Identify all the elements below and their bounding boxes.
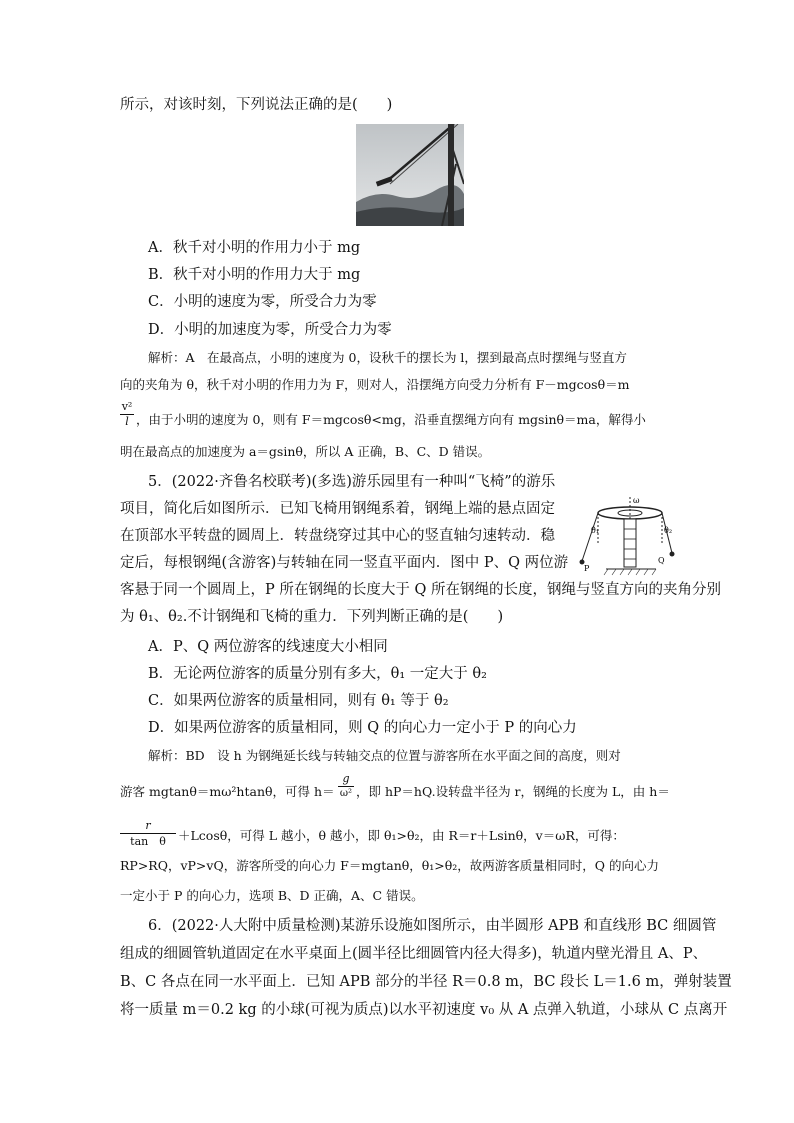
q5-stem-5: 客悬于同一个圆周上，P 所在钢绳的长度大于 Q 所在钢绳的长度，钢绳与竖直方向的夹角分别 (120, 582, 721, 598)
flying-chair-diagram (576, 495, 684, 577)
q4-option-c: C．小明的速度为零，所受合力为零 (148, 294, 377, 310)
q5-option-b: B．无论两位游客的质量分别有多大，θ₁ 一定大于 θ₂ (148, 666, 487, 682)
q4-analysis-4: 明在最高点的加速度为 a＝gsinθ，所以 A 正确，B、C、D 错误。 (120, 444, 491, 459)
q5-analysis-6: 一定小于 P 的向心力，选项 B、D 正确，A、C 错误。 (120, 888, 424, 903)
p-label: P (584, 564, 590, 573)
q6-stem-4: 将一质量 m＝0.2 kg 的小球(可视为质点)以水平初速度 v₀ 从 A 点弹入轨道，小球从 C 点离开 (120, 1002, 728, 1018)
q6-stem-1: 6．(2022·人大附中质量检测)某游乐设施如图所示，由半圆形 APB 和直线形 BC 细圆管 (148, 918, 717, 934)
q-label: Q (658, 556, 665, 565)
q5-stem-3: 在顶部水平转盘的圆周上．转盘绕穿过其中心的竖直轴匀速转动．稳 (120, 528, 555, 544)
q5-stem-6: 为 θ₁、θ₂.不计钢绳和飞椅的重力．下列判断正确的是( ) (120, 609, 504, 625)
q5-option-d: D．如果两位游客的质量相同，则 Q 的向心力一定小于 P 的向心力 (148, 720, 577, 736)
omega-label: ω (633, 496, 640, 505)
q5-fraction-2-denominator: tan θ (130, 835, 166, 848)
q5-option-c: C．如果两位游客的质量相同，则有 θ₁ 等于 θ₂ (148, 693, 449, 709)
q4-analysis-3: ，由于小明的速度为 0，则有 F＝mgcosθ<mg，沿垂直摆绳方向有 mgsinθ＝ma，解得小 (136, 412, 646, 427)
q4-option-d: D．小明的加速度为零，所受合力为零 (148, 322, 392, 338)
q5-analysis-5: RP>RQ，vP>vQ，游客所受的向心力 F＝mgtanθ，θ₁>θ₂，故两游客质量相同时，Q 的向心力 (120, 858, 660, 873)
q4-analysis-2: 向的夹角为 θ，秋千对小明的作用力为 F，则对人，沿摆绳方向受力分析有 F－mgcosθ＝m (120, 377, 630, 392)
q5-stem-2: 项目，简化后如图所示．已知飞椅用钢绳系着，钢绳上端的悬点固定 (120, 501, 555, 517)
q5-analysis-3: ，即 hP＝hQ.设转盘半径为 r，钢绳的长度为 L，由 h＝ (356, 784, 670, 799)
q5-fraction-2-numerator: r (120, 818, 176, 834)
q5-analysis-1: 解析：BD 设 h 为钢绳延长线与转轴交点的位置与游客所在水平面之间的高度，则对 (148, 748, 621, 763)
q5-analysis-2: 游客 mgtanθ＝mω²htanθ，可得 h＝ (120, 784, 335, 799)
q6-stem-2: 组成的细圆管轨道固定在水平桌面上(圆半径比细圆管内径大得多)，轨道内壁光滑且 A、P、 (120, 946, 708, 962)
swing-photo (356, 124, 464, 226)
q5-fraction-1 (338, 772, 354, 801)
q4-fraction-denominator: l (125, 415, 129, 428)
q5-analysis-4: ＋Lcosθ，可得 L 越小，θ 越小，即 θ₁>θ₂，由 R＝r＋Lsinθ，v＝ωR，可得： (178, 828, 625, 843)
q4-stem-tail: 所示，对该时刻，下列说法正确的是( ) (120, 97, 393, 113)
q4-fraction (120, 400, 134, 429)
q5-stem-4: 定后，每根钢绳(含游客)与转轴在同一竖直平面内．图中 P、Q 两位游 (120, 555, 569, 571)
q4-fraction-numerator: v² (121, 400, 133, 413)
q6-stem-3: B、C 各点在同一水平面上．已知 APB 部分的半径 R＝0.8 m，BC 段长 L＝1.6 m，弹射装置 (120, 974, 732, 990)
q5-stem-1: 5．(2022·齐鲁名校联考)(多选)游乐园里有一种叫“飞椅”的游乐 (148, 474, 556, 490)
q5-fraction-2 (120, 818, 176, 849)
q4-option-b: B．秋千对小明的作用力大于 mg (148, 267, 361, 283)
theta2-label: θ₂ (664, 526, 673, 535)
q4-option-a: A．秋千对小明的作用力小于 mg (148, 240, 361, 256)
q5-option-a: A．P、Q 两位游客的线速度大小相同 (148, 639, 388, 655)
theta1-label: θ₁ (591, 526, 600, 535)
q5-fraction-1-denominator: ω² (339, 788, 353, 799)
q5-fraction-1-numerator: g (338, 772, 354, 787)
q4-analysis-1: 解析：A 在最高点，小明的速度为 0，设秋千的摆长为 l，摆到最高点时摆绳与竖直方 (148, 350, 627, 365)
